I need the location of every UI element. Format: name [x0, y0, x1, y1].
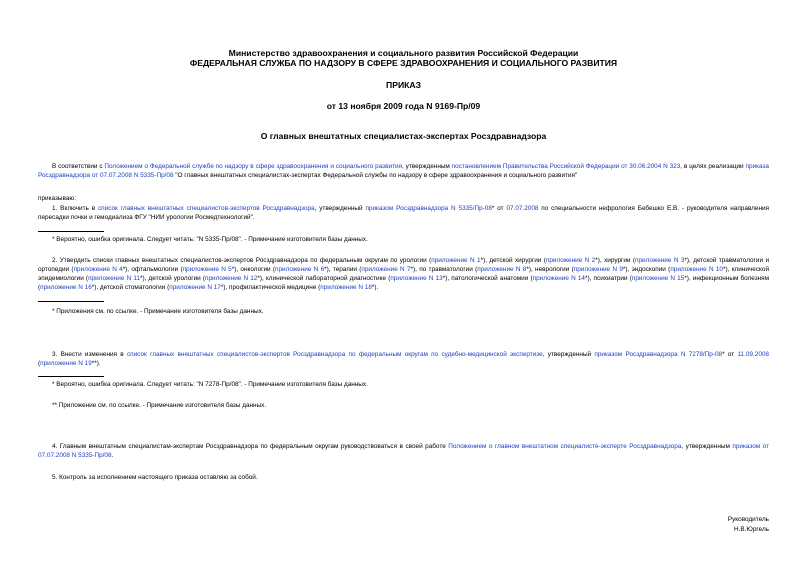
link-regulation-chief-expert[interactable]: Положением о главном внештатном специалисте-эксперте Росздравнадзора [448, 443, 682, 450]
link-appendix-11[interactable]: приложение N 11 [88, 275, 140, 282]
item-3-paragraph: 3. Внести изменения в список главных внештатных специалистов-экспертов Росздравнадзора по федеральным округам по судебно-медицинской экспертизе, утвержденный приказом Росздравнадзора N 7278/Пр-08* от 11.09.2008 (приложение N 19**). [38, 351, 769, 367]
link-date-07-07-2008[interactable]: 07.07.2008 [506, 205, 539, 212]
link-appendix-10[interactable]: приложение N 10 [670, 266, 723, 273]
link-experts-list[interactable]: список главных внештатных специалистов-экспертов Росздравнадзора [97, 205, 315, 212]
link-order-5335-2[interactable]: приказом от 07.07.2008 N 5335-Пр/08 [38, 443, 770, 459]
link-order-5335-pr08[interactable]: приказом Росздравнадзора N 5335/Пр-08 [365, 205, 492, 212]
item-2-paragraph: 2. Утвердить списки главных внештатных специалистов-экспертов Росздравнадзора по федеральным округам по урологии (приложение N 1*), детской хирургии (приложение N 2*), хирургии (приложение N 3*), детской травматологии и ортопедии (приложение N 4*), офтальмологии (приложение N 5*), онкологии (приложение N 6*), терапии (приложение N 7*), по травматологии (приложение N 8*), неврологии (приложение N 9*), эндоскопии (приложение N 10*), клинической эпидемиологии (приложение N 11*), детской урологии (приложение N 12*), клинической лабораторной диагностике (приложение N 13*), патологической анатомии (приложение N 14*), психиатрии (приложение N 15*), инфекционным болезням (приложение N 16*), детской стоматологии (приложение N 17*), профилактической медицине (приложение N 18*). [38, 257, 770, 291]
footnote-divider [38, 376, 104, 377]
doc-type: ПРИКАЗ [386, 80, 421, 90]
link-regulation-roszdravnadzor[interactable]: Положением о Федеральной службе по надзору в сфере здравоохранения и социального развития [104, 163, 403, 170]
signature-position: Руководитель [727, 516, 769, 523]
link-appendix-14[interactable]: приложение N 14 [532, 275, 585, 282]
link-government-decree-323[interactable]: постановлением Правительства Российской Федерации от 30.06.2004 N 323 [451, 163, 681, 170]
item-1-paragraph: 1. Включить в список главных внештатных специалистов-экспертов Росздравнадзора, утвержденный приказом Росздравнадзора N 5335/Пр-08* от 07.07.2008 по специальности нефрология Бебешко Е.В. - руководителя направления пересадки почки и гемодиализа ФГУ "НИИ урологии Росмедтехнологий". [38, 205, 770, 221]
link-appendix-5[interactable]: приложение N 5 [182, 266, 232, 273]
link-appendix-16[interactable]: приложение N 16 [40, 284, 92, 291]
item-4-paragraph: 4. Главным внештатным специалистам-экспертам Росздравнадзора по федеральным округам руководствоваться в своей работе Положением о главном внештатном специалисте-эксперте Росздравнадзора, утвержденным приказом от 07.07.2008 N 5335-Пр/08. [38, 443, 770, 459]
footnote-divider [38, 231, 104, 232]
orders-label: приказываю: [38, 195, 76, 202]
doc-subject: О главных внештатных специалистах-экспертах Росздравнадзора [260, 131, 547, 141]
link-forensic-experts-list[interactable]: список главных внештатных специалистов-экспертов Росздравнадзора по федеральным округам по судебно-медицинской экспертизе [126, 351, 543, 358]
link-appendix-19[interactable]: приложение N 19 [40, 360, 92, 367]
link-appendix-1[interactable]: приложение N 1 [431, 257, 481, 264]
link-appendix-9[interactable]: приложение N 9 [573, 266, 623, 273]
footnote-item-1: * Вероятно, ошибка оригинала. Следует читать: "N 5335-Пр/08". - Примечание изготовителя базы данных. [52, 236, 368, 243]
link-appendix-4[interactable]: приложение N 4 [73, 266, 123, 273]
link-appendix-12[interactable]: приложение N 12 [205, 275, 258, 282]
link-order-7278[interactable]: приказом Росздравнадзора N 7278/Пр-08 [594, 351, 723, 358]
doc-date-number: от 13 ноября 2009 года N 9169-Пр/09 [326, 101, 481, 111]
item-5-paragraph: 5. Контроль за исполнением настоящего приказа оставляю за собой. [52, 474, 258, 481]
link-date-11-09-2008[interactable]: 11.09.2008 [737, 351, 769, 358]
link-appendix-3[interactable]: приложение N 3 [635, 257, 685, 264]
footnote-item-3b: ** Приложение см. по ссылке. - Примечание изготовителя базы данных. [52, 402, 267, 409]
link-appendix-2[interactable]: приложение N 2 [545, 257, 596, 264]
footnote-divider [38, 301, 104, 302]
link-order-5335[interactable]: приказа Росздравнадзора от 07.07.2008 N 5335-Пр/08 [38, 163, 769, 179]
link-appendix-17[interactable]: приложение N 17 [169, 284, 221, 291]
signature-name: Н.В.Юргель [733, 526, 769, 533]
link-appendix-15[interactable]: приложение N 15 [631, 275, 685, 282]
link-appendix-18[interactable]: приложение N 18 [320, 284, 372, 291]
preamble-paragraph: В соответствии с Положением о Федеральной службе по надзору в сфере здравоохранения и социального развития, утвержденным постановлением Правительства Российской Федерации от 30.06.2004 N 323, в целях реализации приказа Росздравнадзора от 07.07.2008 N 5335-Пр/08 "О главных внештатных специалистах-экспертах Федеральной службы по надзору в сфере здравоохранения и социального развития" [38, 163, 769, 179]
link-appendix-13[interactable]: приложение N 13 [390, 275, 443, 282]
link-appendix-6[interactable]: приложение N 6 [275, 266, 325, 273]
footnote-item-2: * Приложения см. по ссылке. - Примечание изготовителя базы данных. [52, 308, 264, 315]
ministry-name: Министерство здравоохранения и социального развития Российской Федерации [228, 48, 579, 58]
link-appendix-7[interactable]: приложение N 7 [361, 266, 411, 273]
footnote-item-3a: * Вероятно, ошибка оригинала. Следует читать: "N 7278-Пр/08". - Примечание изготовителя базы данных. [52, 381, 368, 388]
link-appendix-8[interactable]: приложение N 8 [477, 266, 527, 273]
service-name: ФЕДЕРАЛЬНАЯ СЛУЖБА ПО НАДЗОРУ В СФЕРЕ ЗДРАВООХРАНЕНИЯ И СОЦИАЛЬНОГО РАЗВИТИЯ [189, 58, 618, 68]
